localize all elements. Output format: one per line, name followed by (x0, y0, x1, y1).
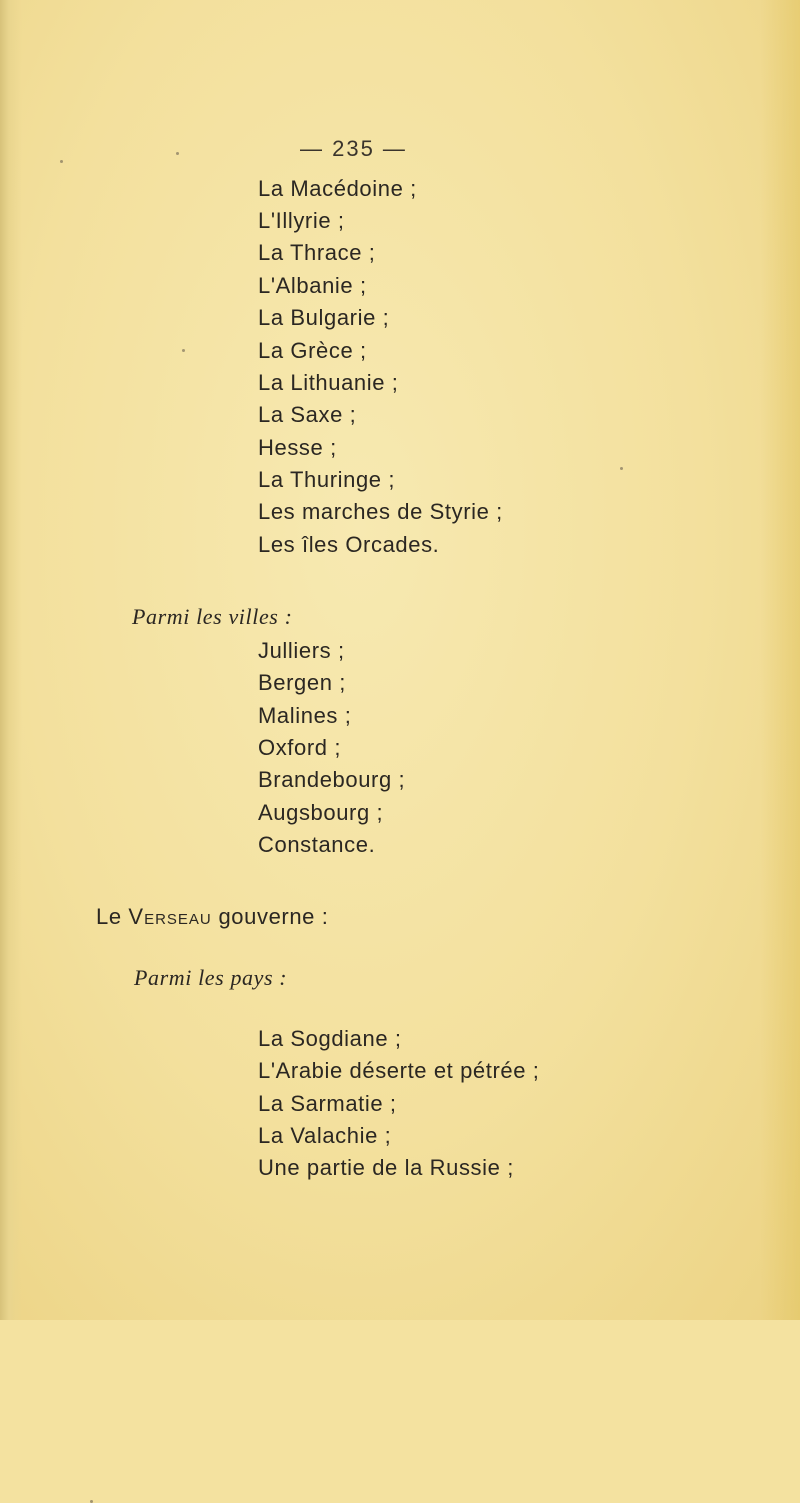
ink-speck (620, 467, 623, 470)
countries-heading: Parmi les pays : (134, 965, 288, 990)
list-item: La Grèce ; (258, 338, 367, 363)
list-item: Julliers ; (258, 638, 345, 663)
list-item: Constance. (258, 832, 376, 857)
zodiac-sign-name: Verseau (128, 904, 212, 929)
list-item: L'Illyrie ; (258, 208, 345, 233)
list-item: La Lithuanie ; (258, 370, 399, 395)
sign-line-suffix: gouverne : (211, 904, 329, 929)
list-item: Les îles Orcades. (258, 532, 440, 557)
ink-speck (60, 160, 63, 163)
list-item: La Thuringe ; (258, 467, 396, 492)
page-edge-shade (760, 0, 800, 1320)
list-item: Malines ; (258, 703, 352, 728)
list-item: Les marches de Styrie ; (258, 499, 503, 524)
sign-governs-line (96, 902, 328, 932)
list-item: La Sarmatie ; (258, 1091, 397, 1116)
list-item: La Macédoine ; (258, 176, 417, 201)
list-item: L'Albanie ; (258, 273, 367, 298)
list-item: L'Arabie déserte et pétrée ; (258, 1058, 540, 1083)
list-item: La Sogdiane ; (258, 1026, 402, 1051)
page-number: — 235 — (300, 136, 407, 161)
ink-speck (176, 152, 179, 155)
sign-line-prefix: Le (96, 904, 129, 929)
list-item: Une partie de la Russie ; (258, 1155, 514, 1180)
list-item: La Saxe ; (258, 402, 357, 427)
list-item: Bergen ; (258, 670, 346, 695)
list-item: Hesse ; (258, 435, 337, 460)
list-item: La Valachie ; (258, 1123, 392, 1148)
list-item: La Thrace ; (258, 240, 376, 265)
list-item: Brandebourg ; (258, 767, 406, 792)
cities-heading: Parmi les villes : (132, 604, 293, 629)
list-item: La Bulgarie ; (258, 305, 390, 330)
list-item: Oxford ; (258, 735, 342, 760)
ink-speck (182, 349, 185, 352)
page-gutter-shadow (0, 0, 22, 1320)
list-item: Augsbourg ; (258, 800, 384, 825)
